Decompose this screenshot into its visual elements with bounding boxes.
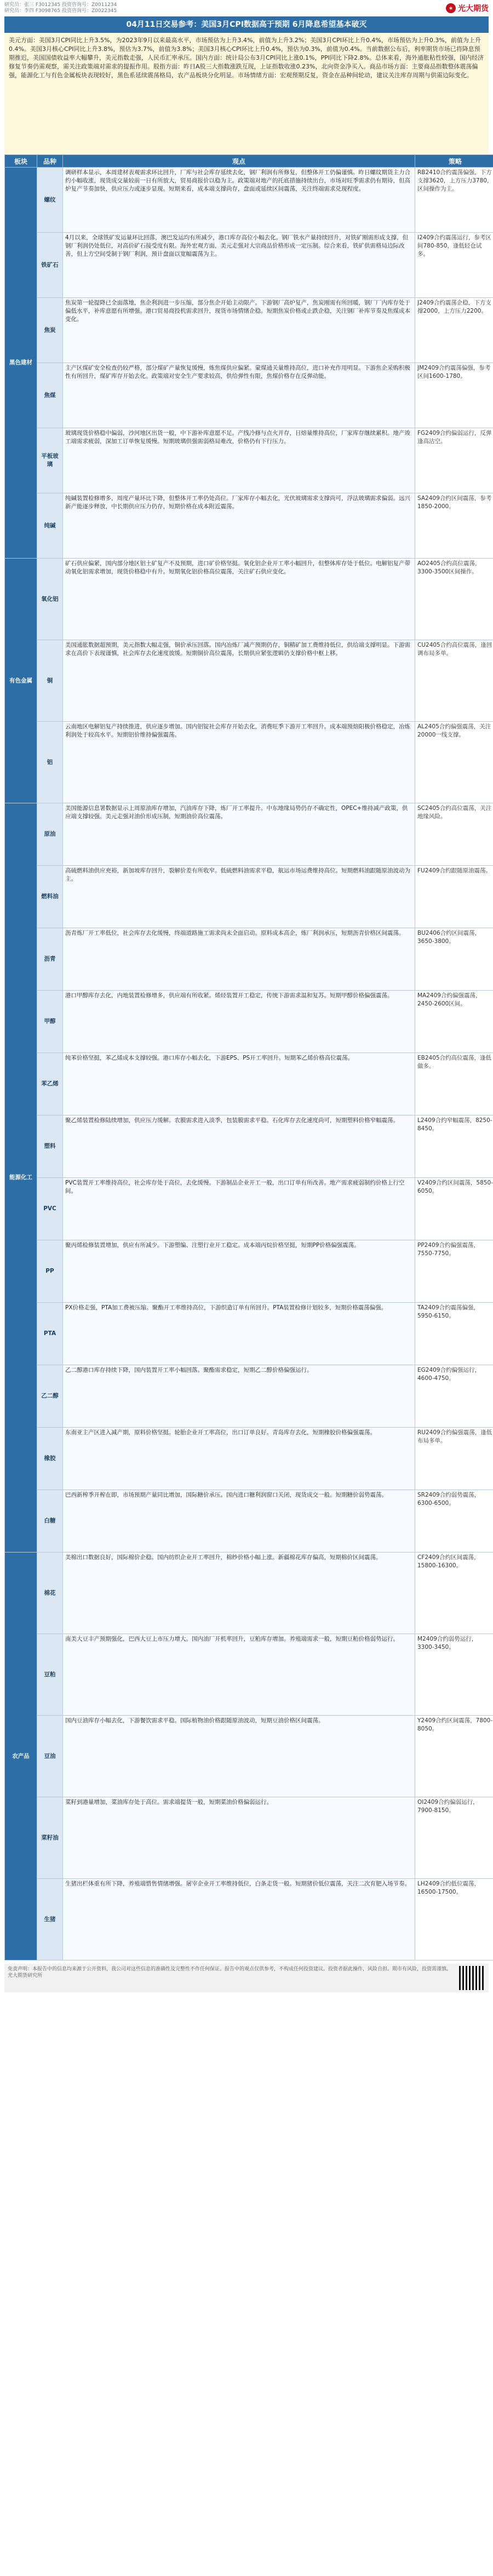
page bbox=[4, 0, 493, 1992]
variety-cell: 铜 bbox=[37, 640, 63, 722]
view-text: 巴西新榨季开榨在即，市场预期产量同比增加，国际糖价承压。国内进口糖利润窗口关闭，现货成交一般。短期糖价弱势震荡。 bbox=[65, 1492, 387, 1498]
view-text: 沥青炼厂开工率低位，社会库存去化缓慢，终端道路施工需求尚未全面启动。原料成本高企，炼厂利润承压，短期沥青价格区间震荡。 bbox=[65, 930, 405, 936]
strategy-text: BU2406合约区间震荡，3650-3800。 bbox=[417, 930, 481, 945]
strategy-cell bbox=[415, 559, 493, 640]
strategy-text: RU2409合约偏强震荡，逢低布局多单。 bbox=[417, 1429, 492, 1444]
table-row bbox=[5, 803, 493, 866]
strategy-cell bbox=[415, 493, 493, 559]
strategy-text: SC2405合约高位震荡，关注地缘风险。 bbox=[417, 805, 492, 820]
variety-cell: 焦煤 bbox=[37, 363, 63, 428]
strategy-text: AL2405合约偏强震荡，关注20000一线支撑。 bbox=[417, 723, 491, 738]
variety-cell: 乙二醇 bbox=[37, 1365, 63, 1428]
report-title: 04月11日交易参考：美国3月CPI数据高于预期 6月降息希望基本破灭 bbox=[4, 16, 489, 33]
table-row bbox=[5, 928, 493, 991]
qr-code-icon bbox=[459, 1966, 485, 1990]
strategy-cell bbox=[415, 1716, 493, 1797]
strategy-text: JM2409合约震荡偏强，参考区间1600-1780。 bbox=[417, 365, 491, 380]
table-row bbox=[5, 1797, 493, 1879]
strategy-cell bbox=[415, 1116, 493, 1178]
view-text: 美国能源信息署数据显示上周原油库存增加，汽油库存下降，炼厂开工率提升。中东地缘局势仍存不确定性，OPEC+维持减产政策，供应端支撑较强。美元走强对油价形成压制，短期油价高位震荡。 bbox=[65, 805, 408, 820]
table-header-row bbox=[5, 155, 493, 168]
table-row bbox=[5, 991, 493, 1053]
view-cell bbox=[63, 803, 415, 866]
view-cell bbox=[63, 1240, 415, 1303]
table-row bbox=[5, 1240, 493, 1303]
table-row bbox=[5, 1116, 493, 1178]
view-cell bbox=[63, 1365, 415, 1428]
variety-cell: 甲醇 bbox=[37, 991, 63, 1053]
view-cell bbox=[63, 1428, 415, 1490]
table-row bbox=[5, 1053, 493, 1116]
column-header: 品种 bbox=[37, 155, 63, 168]
strategy-cell bbox=[415, 722, 493, 803]
view-cell bbox=[63, 722, 415, 803]
column-header: 策略 bbox=[415, 155, 493, 168]
view-cell bbox=[63, 1797, 415, 1879]
table-row bbox=[5, 559, 493, 640]
strategy-cell bbox=[415, 1303, 493, 1365]
view-cell bbox=[63, 493, 415, 559]
strategy-text: L2409合约窄幅震荡，8250-8450。 bbox=[417, 1117, 492, 1132]
table-row bbox=[5, 493, 493, 559]
view-cell bbox=[63, 991, 415, 1053]
variety-cell: PTA bbox=[37, 1303, 63, 1365]
strategy-text: OI2409合约偏弱运行，7900-8150。 bbox=[417, 1799, 479, 1814]
view-text: 矿石供应偏紧，国内部分地区铝土矿复产不及预期，进口矿价格坚挺。氧化铝企业开工率小幅回升，但整体库存处于低位。电解铝复产带动氧化铝需求增加，现货价格稳中有升。短期氧化铝价格高位震荡，关注矿石供应变化。 bbox=[65, 560, 410, 575]
table-body bbox=[5, 168, 493, 1960]
variety-cell: 豆油 bbox=[37, 1716, 63, 1797]
strategy-cell bbox=[415, 168, 493, 233]
footer bbox=[4, 1964, 489, 1992]
view-text: 菜籽到港量增加，菜油库存处于高位。需求端提货一般，短期菜油价格偏弱运行。 bbox=[65, 1799, 272, 1806]
view-cell bbox=[63, 168, 415, 233]
footer-company: 光大期货研究所 bbox=[8, 1973, 43, 1979]
strategy-text: EB2405合约高位震荡，逢低做多。 bbox=[417, 1055, 492, 1070]
view-text: PX价格走强，PTA加工费被压缩。聚酯开工率维持高位，下游织造订单有所回升。PTA装置检修计划较多，短期价格震荡偏强。 bbox=[65, 1304, 387, 1311]
strategy-cell bbox=[415, 866, 493, 928]
strategy-cell bbox=[415, 640, 493, 722]
table-row bbox=[5, 363, 493, 428]
strategy-text: FG2409合约偏弱运行，反弹逢高沽空。 bbox=[417, 430, 492, 445]
variety-cell: 焦炭 bbox=[37, 298, 63, 363]
view-text: 港口甲醇库存去化，内地装置检修增多，供应端有所收紧。烯烃装置开工稳定，传统下游需求温和复苏。短期甲醇价格偏强震荡。 bbox=[65, 992, 393, 999]
strategy-cell bbox=[415, 1879, 493, 1960]
top-bar bbox=[4, 0, 489, 16]
variety-cell: 橡胶 bbox=[37, 1428, 63, 1490]
variety-cell: 铁矿石 bbox=[37, 233, 63, 298]
table-row bbox=[5, 1553, 493, 1634]
variety-cell: 棉花 bbox=[37, 1553, 63, 1634]
table-row bbox=[5, 428, 493, 493]
strategy-cell bbox=[415, 1240, 493, 1303]
view-cell bbox=[63, 233, 415, 298]
view-cell bbox=[63, 1116, 415, 1178]
column-header: 观点 bbox=[63, 155, 415, 168]
view-cell bbox=[63, 640, 415, 722]
strategy-text: FU2409合约跟随原油震荡。 bbox=[417, 867, 491, 874]
strategy-cell bbox=[415, 991, 493, 1053]
strategy-text: Y2409合约区间震荡，7800-8050。 bbox=[417, 1717, 493, 1732]
view-cell bbox=[63, 866, 415, 928]
view-text: 南美大豆丰产预期强化，巴西大豆上市压力增大。国内油厂开机率回升，豆粕库存增加。养殖端需求一般，短期豆粕价格弱势运行。 bbox=[65, 1636, 399, 1642]
view-cell bbox=[63, 1053, 415, 1116]
table-row bbox=[5, 640, 493, 722]
view-text: 玻璃现货价格稳中偏弱，沙河地区出货一般，中下游补库意愿不足。产线冷修与点火并存，日熔量维持高位，厂家库存继续累积。地产竣工端需求疲弱，深加工订单恢复缓慢。短期玻璃供强需弱格局难改，价格仍有下行压力。 bbox=[65, 430, 410, 445]
table-row bbox=[5, 298, 493, 363]
table-row bbox=[5, 1490, 493, 1553]
strategy-cell bbox=[415, 1178, 493, 1240]
view-text: 主产区煤矿安全检查仍较严格，部分煤矿产量恢复缓慢，炼焦煤供应偏紧。蒙煤通关量维持高位，进口补充作用明显。下游焦企采购积极性有所回升，煤矿库存开始去化。政策端对安全生产要求较高，供给弹性有限，焦煤价格存在反弹动能。 bbox=[65, 365, 410, 380]
view-cell bbox=[63, 1490, 415, 1553]
view-text: PVC装置开工率维持高位，社会库存处于高位，去化缓慢。下游制品企业开工一般，出口订单有所改善。地产需求疲弱制约价格上行空间。 bbox=[65, 1180, 405, 1194]
view-text: 纯碱装置检修增多，周度产量环比下降，但整体开工率仍处高位。厂家库存小幅去化，光伏玻璃需求支撑尚可，浮法玻璃需求偏弱。远兴新产能逐步释放，中长期供应压力仍存，短期价格在成本附近震荡。 bbox=[65, 495, 410, 510]
view-text: 高硫燃料油供应充裕，新加坡库存回升，裂解价差有所收窄。低硫燃料油需求平稳，航运市场运费维持高位。短期燃料油跟随原油波动为主。 bbox=[65, 867, 410, 882]
table-row bbox=[5, 866, 493, 928]
view-text: 美棉出口数据良好，国际棉价企稳。国内纺织企业开工率回升，棉纱价格小幅上涨。新疆棉花库存偏高，短期棉价区间震荡。 bbox=[65, 1554, 382, 1561]
strategy-cell bbox=[415, 233, 493, 298]
analyst-line: 研究员：张三 F3012345 投资咨询号：Z0011234 bbox=[4, 2, 117, 8]
view-cell bbox=[63, 1716, 415, 1797]
variety-cell: 生猪 bbox=[37, 1879, 63, 1960]
view-text: 聚乙烯装置检修陆续增加，供应压力缓解。农膜需求进入淡季，包装膜需求平稳。石化库存去化速度尚可，短期塑料价格窄幅震荡。 bbox=[65, 1117, 399, 1124]
view-text: 美国通胀数据超预期，美元指数大幅走强，铜价承压回落。国内冶炼厂减产预期仍存，铜精矿加工费维持低位，供给端支撑明显。下游需求在高价下表现谨慎，社会库存去化速度放缓。短期铜价高位震荡，长期供应紧张逻辑仍支撑价格中枢上移。 bbox=[65, 642, 410, 657]
strategy-cell bbox=[415, 1797, 493, 1879]
view-cell bbox=[63, 1879, 415, 1960]
strategy-text: V2409合约区间震荡，5850-6050。 bbox=[417, 1180, 493, 1194]
analyst-line: 研究员：李四 F3098765 投资咨询号：Z0022345 bbox=[4, 8, 117, 14]
view-cell bbox=[63, 1634, 415, 1716]
sun-logo-icon: ✶ bbox=[446, 3, 456, 13]
variety-cell: 沥青 bbox=[37, 928, 63, 991]
table-row bbox=[5, 168, 493, 233]
variety-cell: 菜籽油 bbox=[37, 1797, 63, 1879]
strategy-cell bbox=[415, 1053, 493, 1116]
view-text: 纯苯价格坚挺，苯乙烯成本支撑较强。港口库存小幅去化，下游EPS、PS开工率回升。短期苯乙烯价格高位震荡。 bbox=[65, 1055, 354, 1061]
strategy-text: LH2409合约低位震荡，16500-17500。 bbox=[417, 1881, 480, 1895]
strategy-cell bbox=[415, 1365, 493, 1428]
view-cell bbox=[63, 363, 415, 428]
table-row bbox=[5, 1178, 493, 1240]
strategy-cell bbox=[415, 1634, 493, 1716]
strategy-text: CU2405合约高位震荡，逢回调布局多单。 bbox=[417, 642, 492, 657]
view-cell bbox=[63, 928, 415, 991]
table-row bbox=[5, 722, 493, 803]
sector-cell: 有色金属 bbox=[5, 559, 37, 803]
strategy-text: PP2409合约偏强震荡，7550-7750。 bbox=[417, 1242, 479, 1257]
table-row bbox=[5, 1716, 493, 1797]
strategy-cell bbox=[415, 928, 493, 991]
variety-cell: 纯碱 bbox=[37, 493, 63, 559]
strategy-text: M2409合约弱势运行，3300-3450。 bbox=[417, 1636, 478, 1651]
variety-cell: 白糖 bbox=[37, 1490, 63, 1553]
strategy-text: SA2409合约区间震荡，参考1850-2000。 bbox=[417, 495, 492, 510]
variety-cell: 豆粕 bbox=[37, 1634, 63, 1716]
variety-cell: 原油 bbox=[37, 803, 63, 866]
strategy-cell bbox=[415, 1490, 493, 1553]
table-row bbox=[5, 1428, 493, 1490]
variety-cell: 铝 bbox=[37, 722, 63, 803]
variety-cell: 塑料 bbox=[37, 1116, 63, 1178]
view-text: 国内豆油库存小幅去化，下游餐饮需求平稳。国际植物油价格跟随原油波动，短期豆油价格区间震荡。 bbox=[65, 1717, 324, 1724]
strategy-cell bbox=[415, 363, 493, 428]
view-text: 调研样本显示，本周建材表观需求环比回升，厂库与社会库存延续去化，钢厂利润有所修复，但整体开工仍偏谨慎。昨日螺纹期货主力合约小幅收涨，现货成交量较前一日有所放大，贸易商报价以稳为主。政策端对地产的托底措施持续出台，市场对旺季需求仍有期待，但高炉复产节奏加快，供应压力或逐步显现。短期来看，成本端支撑尚存，盘面或延续区间震荡，关注终端需求兑现程度。 bbox=[65, 169, 410, 192]
strategy-cell bbox=[415, 428, 493, 493]
strategy-cell bbox=[415, 1553, 493, 1634]
column-header: 板块 bbox=[5, 155, 37, 168]
view-cell bbox=[63, 1178, 415, 1240]
variety-cell: PP bbox=[37, 1240, 63, 1303]
variety-cell: 苯乙烯 bbox=[37, 1053, 63, 1116]
disclaimer: 免责声明：本报告中的信息均来源于公开资料，我公司对这些信息的准确性及完整性不作任何保证。报告中的观点仅供参考，不构成任何投资建议。投资者据此操作，风险自担。期市有风险，投资需谨慎。 bbox=[8, 1967, 452, 1972]
brand-logo bbox=[446, 3, 489, 14]
view-cell bbox=[63, 1553, 415, 1634]
strategy-text: J2409合约震荡企稳，下方支撑2000，上方压力2200。 bbox=[417, 300, 491, 314]
view-cell bbox=[63, 428, 415, 493]
sector-cell: 农产品 bbox=[5, 1553, 37, 1960]
view-text: 东南亚主产区进入减产期，原料价格坚挺。轮胎企业开工率高位，出口订单良好。青岛库存去化，短期橡胶价格偏强震荡。 bbox=[65, 1429, 376, 1436]
strategy-table bbox=[4, 154, 493, 1960]
view-text: 聚丙烯检修装置增加，供应有所减少。下游塑编、注塑行业开工稳定。成本端丙烷价格坚挺，短期PP价格偏强震荡。 bbox=[65, 1242, 360, 1249]
strategy-cell bbox=[415, 803, 493, 866]
sector-cell: 黑色建材 bbox=[5, 168, 37, 559]
view-cell bbox=[63, 559, 415, 640]
strategy-text: MA2409合约偏强震荡，2450-2600区间。 bbox=[417, 992, 481, 1007]
analyst-info bbox=[4, 2, 117, 14]
strategy-text: RB2410合约震荡偏强，下方支撑3620，上方压力3780，区间操作为主。 bbox=[417, 169, 493, 192]
variety-cell: 氧化铝 bbox=[37, 559, 63, 640]
variety-cell: 平板玻璃 bbox=[37, 428, 63, 493]
macro-summary: 美元方面：美国3月CPI同比上升3.5%，为2023年9月以来最高水平，市场预估为上升3.4%，前值为上升3.2%；美国3月CPI环比上升0.4%，市场预估为上升0.3%，前值为上升0.4%。美国3月核心CPI同比上升3.8%，预估为3.7%，前值为3.8%；美国3月核心CPI环比上升0.4%，预估为0.3%，前值为0.4%。当前数据公布后，利率期货市场已将降息预期推迟，美国国债收益率大幅攀升，美元指数走强，人民币汇率承压。国内方面：统计局公布3月CPI同比上涨0.1%，PPI同比下降2.8%。总体来看，海外通胀粘性较强，国内经济修复节奏仍需观察，需关注政策端对需求的提振作用。股指方面：昨日A股三大指数涨跌互现，上证指数收涨0.23%，北向资金净买入。商品市场方面：主要商品指数整体震荡偏强，能源化工与有色金属板块表现较好，黑色系延续震荡格局，农产品板块分化明显。市场情绪方面：宏观预期反复，资金在品种间轮动，建议关注库存周期与供需边际变化。 bbox=[4, 33, 489, 154]
strategy-text: EG2409合约偏强运行，4600-4750。 bbox=[417, 1367, 480, 1382]
table-row bbox=[5, 1365, 493, 1428]
strategy-text: AO2405合约高位震荡，3300-3500区间操作。 bbox=[417, 560, 481, 575]
brand-name: 光大期货 bbox=[458, 4, 489, 13]
view-text: 云南地区电解铝复产持续推进，供应逐步增加。国内铝锭社会库存开始去化，消费旺季下游开工率回升。成本端预焙阳极价格稳定，冶炼利润处于较高水平。短期铝价维持偏强震荡。 bbox=[65, 723, 410, 738]
view-cell bbox=[63, 298, 415, 363]
sector-cell: 能源化工 bbox=[5, 803, 37, 1553]
strategy-text: I2409合约震荡运行，参考区间780-850，逢低轻仓试多。 bbox=[417, 234, 491, 257]
strategy-text: CF2409合约区间震荡，15800-16300。 bbox=[417, 1554, 480, 1569]
view-text: 乙二醇港口库存持续下降，国内装置开工率小幅回落。聚酯需求稳定，短期乙二醇价格偏强运行。 bbox=[65, 1367, 313, 1373]
strategy-cell bbox=[415, 298, 493, 363]
variety-cell: PVC bbox=[37, 1178, 63, 1240]
table-row bbox=[5, 1879, 493, 1960]
variety-cell: 螺纹 bbox=[37, 168, 63, 233]
view-text: 4月以来，全球铁矿发运量环比回落，澳巴发运均有所减少，港口库存高位小幅去化。钢厂铁水产量持续回升，对铁矿刚需形成支撑，但钢厂利润仍处低位，对高价矿石接受度有限。海外宏观方面，美元走强对大宗商品价格形成一定压制。综合来看，铁矿供需格局边际改善，但上方空间受制于钢厂利润，预计盘面以宽幅震荡为主。 bbox=[65, 234, 409, 257]
view-text: 焦炭第一轮提降已全面落地，焦企利润进一步压缩，部分焦企开始主动限产。下游钢厂高炉复产，焦炭刚需有所回暖，钢厂厂内库存处于偏低水平，补库意愿有所增强。港口贸易商投机需求回升，现货市场情绪企稳。短期焦炭价格或止跌企稳，关注钢厂补库节奏及焦煤成本变化。 bbox=[65, 300, 410, 323]
view-text: 生猪出栏体重有所下降，养殖端惜售情绪增强。屠宰企业开工率维持低位，白条走货一般。短期猪价低位震荡，关注二次育肥入场节奏。 bbox=[65, 1881, 410, 1887]
table-row bbox=[5, 1634, 493, 1716]
table-row bbox=[5, 1303, 493, 1365]
view-cell bbox=[63, 1303, 415, 1365]
strategy-text: TA2409合约震荡偏强，5950-6150。 bbox=[417, 1304, 480, 1319]
variety-cell: 燃料油 bbox=[37, 866, 63, 928]
strategy-text: SR2409合约弱势震荡，6300-6500。 bbox=[417, 1492, 480, 1507]
strategy-cell bbox=[415, 1428, 493, 1490]
table-row bbox=[5, 233, 493, 298]
